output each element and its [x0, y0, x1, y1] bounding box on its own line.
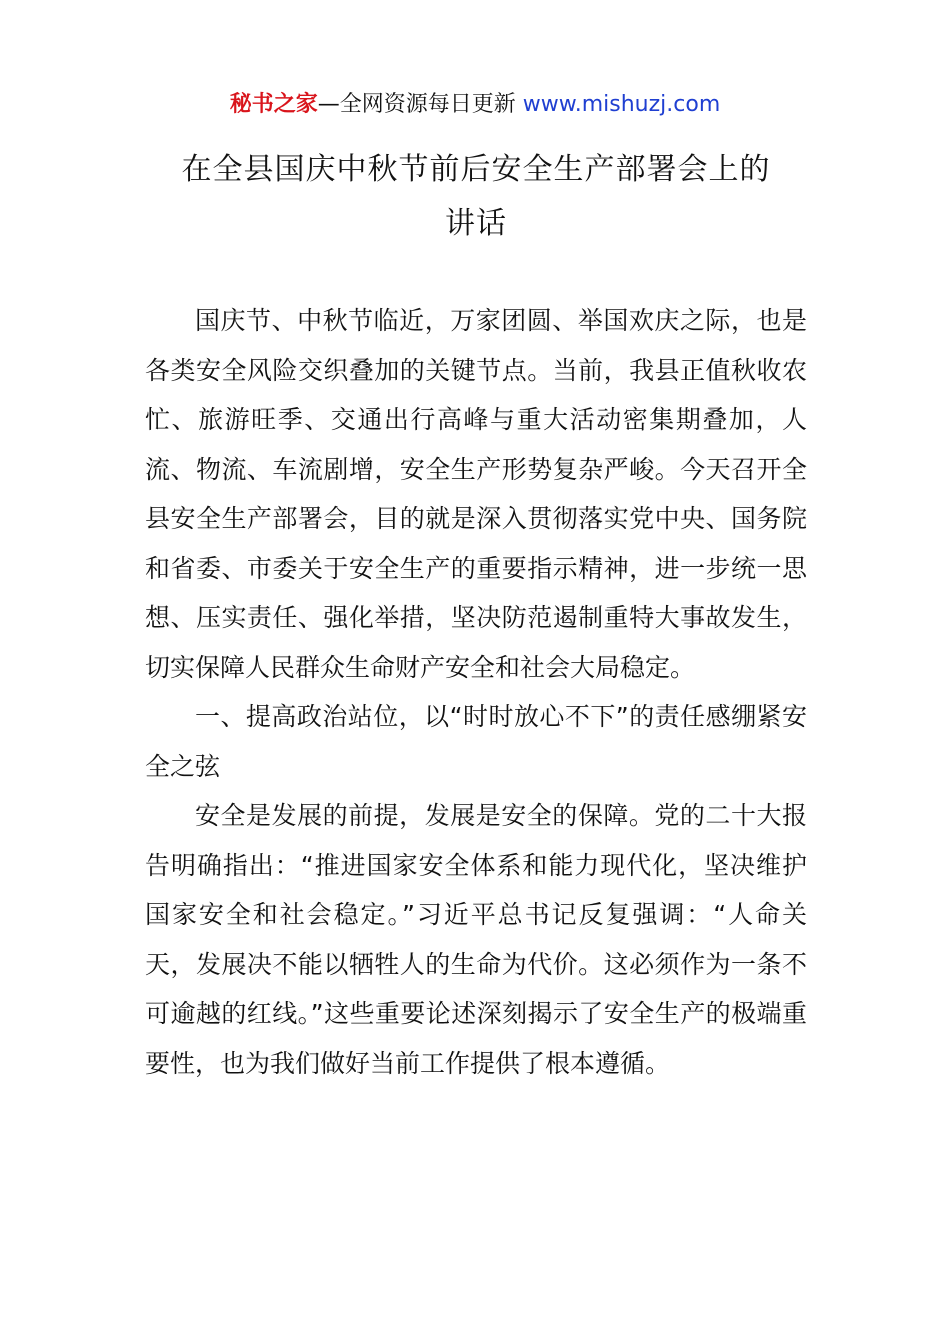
document-body — [145, 296, 807, 1088]
title-line-1: 在全县国庆中秋节前后安全生产部署会上的 — [181, 152, 771, 187]
paragraph-section-1: 安全是发展的前提，发展是安全的保障。党的二十大报告明确指出：“推进国家安全体系和能力现代化，坚决维护国家安全和社会稳定。”习近平总书记反复强调：“人命关天，发展决不能以牺牲人的生命为代价。这必须作为一条不可逾越的红线。”这些重要论述深刻揭示了安全生产的极端重要性，也为我们做好当前工作提供了根本遵循。 — [145, 801, 807, 1078]
document-title — [145, 143, 807, 251]
paragraph-intro: 国庆节、中秋节临近，万家团圆、举国欢庆之际，也是各类安全风险交织叠加的关键节点。当前，我县正值秋收农忙、旅游旺季、交通出行高峰与重大活动密集期叠加，人流、物流、车流剧增，安全生产形势复杂严峻。今天召开全县安全生产部署会，目的就是深入贯彻落实党中央、国务院和省委、市委关于安全生产的重要指示精神，进一步统一思想、压实责任、强化举措，坚决防范遏制重特大事故发生，切实保障人民群众生命财产安全和社会大局稳定。 — [145, 306, 807, 682]
site-url[interactable]: www.mishuzj.com — [522, 92, 721, 117]
header-tagline: —全网资源每日更新 — [317, 92, 523, 117]
title-line-2: 讲话 — [445, 206, 507, 241]
site-header — [0, 88, 950, 122]
section-heading-1: 一、提高政治站位，以“时时放心不下”的责任感绷紧安全之弦 — [145, 702, 807, 781]
brand-name: 秘书之家 — [229, 92, 318, 117]
